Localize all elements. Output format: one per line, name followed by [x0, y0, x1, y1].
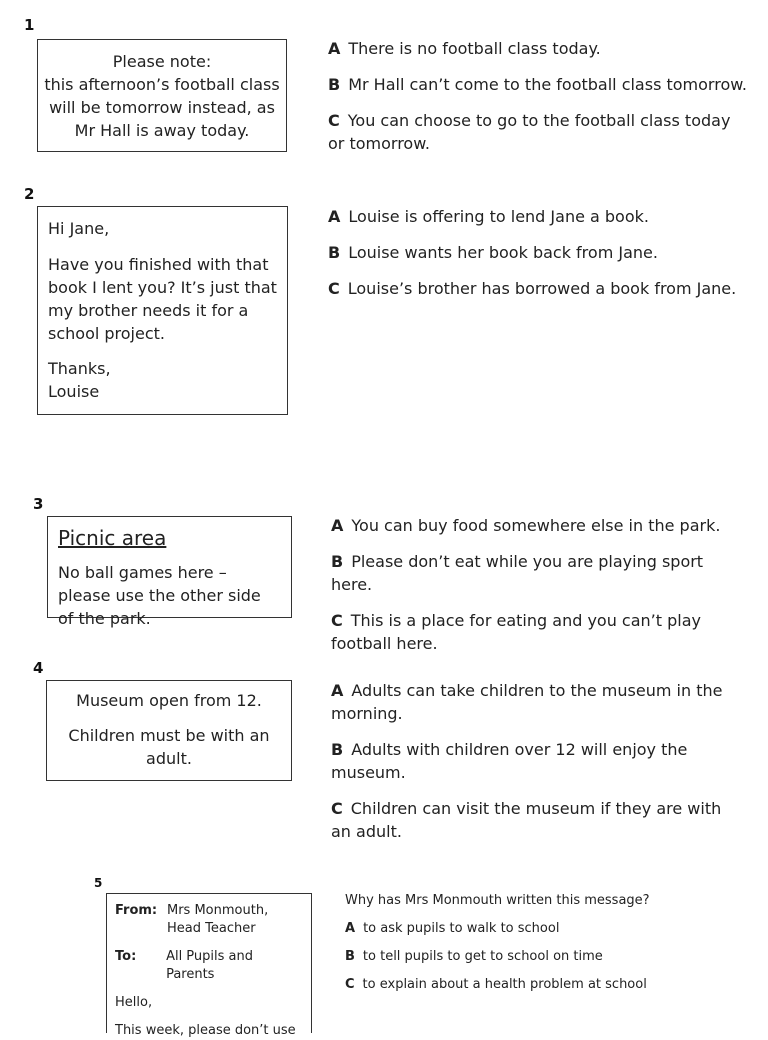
answer-option-c[interactable] [345, 976, 745, 994]
option-text: Louise wants her book back from Jane. [348, 243, 658, 262]
sign-box [46, 680, 292, 781]
answer-option-c[interactable] [328, 277, 748, 300]
option-text: to tell pupils to get to school on time [362, 949, 603, 964]
answer-option-b[interactable] [328, 241, 748, 264]
email-greeting: Hello, [115, 995, 153, 1010]
notice-line: Please note: [112, 52, 212, 71]
from-label: From: [115, 903, 158, 918]
to-label: To: [115, 949, 137, 964]
option-letter: C [328, 279, 340, 298]
answer-options [328, 205, 748, 313]
sign-body: No ball games here – please use the other side of the park. [58, 563, 261, 628]
answer-options [331, 514, 741, 668]
to-value: All Pupils and Parents [166, 949, 253, 982]
option-letter: C [331, 799, 343, 818]
answer-option-c[interactable] [331, 797, 746, 843]
option-text: Adults with children over 12 will enjoy the museum. [331, 740, 688, 782]
option-letter: A [328, 207, 341, 226]
message-greeting: Hi Jane, [48, 219, 110, 238]
sign-box [47, 516, 292, 628]
option-letter: B [331, 552, 344, 571]
option-letter: C [345, 977, 355, 992]
answer-option-a[interactable] [328, 205, 748, 228]
answer-options [328, 37, 748, 168]
notice-box [37, 39, 287, 152]
question-number: 2 [24, 185, 35, 203]
answer-option-b[interactable] [331, 550, 741, 596]
option-letter: A [328, 39, 341, 58]
answer-options [331, 679, 746, 856]
sign-line: Museum open from 12. [76, 691, 262, 710]
option-text: You can buy food somewhere else in the park. [351, 516, 721, 535]
email-body: This week, please don’t use [115, 1023, 296, 1038]
option-text: Louise’s brother has borrowed a book from Jane. [347, 279, 737, 298]
option-letter: B [328, 75, 341, 94]
answer-option-b[interactable] [331, 738, 746, 784]
message-signature: Louise [48, 382, 100, 401]
option-text: to ask pupils to walk to school [363, 921, 560, 936]
message-body: Have you finished with that book I lent you? It’s just that my brother needs it for a school project. [48, 255, 277, 343]
email-to-row [115, 948, 303, 984]
notice-line: this afternoon’s football class [44, 75, 280, 94]
answer-option-c[interactable] [331, 609, 741, 655]
sign-line: Children must be with an adult. [68, 726, 270, 768]
question-number: 3 [33, 495, 44, 513]
answer-option-a[interactable] [331, 679, 746, 725]
option-letter: A [331, 681, 344, 700]
option-letter: C [331, 611, 343, 630]
option-letter: C [328, 111, 340, 130]
answer-options [345, 892, 745, 1004]
option-letter: B [328, 243, 341, 262]
question-prompt: Why has Mrs Monmouth written this message? [345, 893, 650, 908]
answer-option-a[interactable] [328, 37, 748, 60]
option-letter: B [345, 949, 355, 964]
option-letter: A [331, 516, 344, 535]
option-letter: B [331, 740, 344, 759]
email-box [106, 893, 312, 1038]
option-text: Please don’t eat while you are playing sport here. [331, 552, 704, 594]
option-text: to explain about a health problem at school [362, 977, 647, 992]
option-text: Mr Hall can’t come to the football class tomorrow. [348, 75, 747, 94]
notice-line: Mr Hall is away today. [74, 121, 250, 140]
answer-option-a[interactable] [345, 920, 745, 938]
option-text: You can choose to go to the football class today or tomorrow. [328, 111, 731, 153]
message-signoff: Thanks, [48, 359, 111, 378]
sign-heading: Picnic area [58, 526, 167, 550]
option-text: Children can visit the museum if they are with an adult. [331, 799, 722, 841]
message-box [37, 206, 288, 415]
question-number: 1 [24, 16, 35, 34]
option-text: There is no football class today. [348, 39, 601, 58]
from-value: Mrs Monmouth, Head Teacher [167, 903, 269, 936]
option-text: This is a place for eating and you can’t play football here. [331, 611, 701, 653]
notice-line: will be tomorrow instead, as [49, 98, 275, 117]
question-number: 4 [33, 659, 44, 677]
answer-option-c[interactable] [328, 109, 748, 155]
question-number: 5 [94, 876, 103, 890]
answer-option-b[interactable] [328, 73, 748, 96]
option-text: Adults can take children to the museum in the morning. [331, 681, 723, 723]
option-letter: A [345, 921, 356, 936]
answer-option-a[interactable] [331, 514, 741, 537]
answer-option-b[interactable] [345, 948, 745, 966]
option-text: Louise is offering to lend Jane a book. [348, 207, 649, 226]
